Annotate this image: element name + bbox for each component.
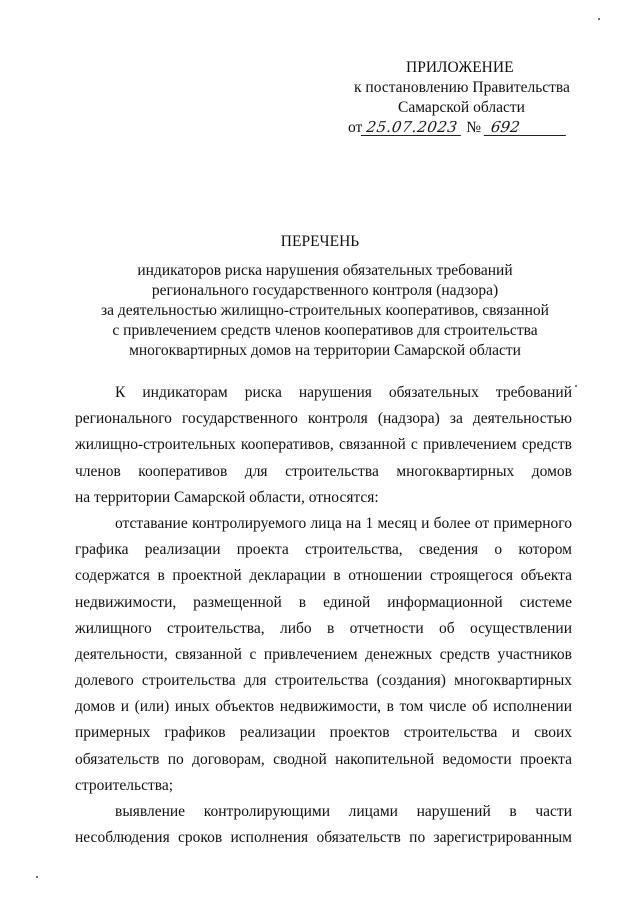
- appendix-title: ПРИЛОЖЕНИЕ: [406, 59, 514, 76]
- number-prefix: №: [466, 119, 481, 136]
- date-prefix: от: [348, 119, 363, 136]
- body-line: строительства;: [75, 776, 174, 794]
- body-line: членов кооперативов для строительства многоквартирных домов: [75, 462, 572, 480]
- scan-speck: [598, 18, 600, 20]
- subtitle-line: многоквартирных домов на территории Самарской области: [129, 342, 521, 359]
- appendix-resolution-line: к постановлению Правительства: [354, 79, 570, 96]
- handwritten-date: 25.07.2023: [361, 119, 463, 136]
- document-body: [75, 380, 572, 851]
- body-line: регионального государственного контроля (надзора) за деятельностью: [75, 410, 572, 428]
- subtitle-line: за деятельностью жилищно-строительных кооперативов, связанной: [101, 302, 549, 319]
- body-line: примерных графиков реализации проектов строительства и своих: [75, 724, 572, 742]
- document-subtitle: [60, 261, 590, 361]
- body-line: содержатся в проектной декларации в отношении строящегося объекта: [75, 567, 572, 585]
- body-line: графика реализации проекта строительства, сведения о котором: [75, 541, 572, 559]
- subtitle-line: регионального государственного контроля (надзора): [151, 282, 499, 299]
- scan-speck: [575, 385, 577, 387]
- body-line: на территории Самарской области, относятся:: [75, 488, 379, 506]
- appendix-header: [330, 58, 590, 138]
- body-line: домов и (или) иных объектов недвижимости, в том числе об исполнении: [75, 698, 572, 716]
- document-title: ПЕРЕЧЕНЬ: [280, 233, 360, 250]
- body-line: К индикаторам риска нарушения обязательных требований: [115, 384, 572, 401]
- body-line: жилищного строительства, либо в отчетности об осуществлении: [75, 619, 572, 637]
- body-line: деятельности, связанной с привлечением денежных средств участников: [75, 645, 572, 663]
- body-line: выявление контролирующими лицами нарушений в части: [115, 803, 572, 820]
- appendix-region-line: Самарской области: [398, 99, 525, 116]
- subtitle-line: индикаторов риска нарушения обязательных требований: [137, 262, 513, 279]
- handwritten-number: 692: [484, 119, 568, 136]
- appendix-date-number-line: [330, 118, 590, 138]
- body-line: недвижимости, размещенной в единой информационной системе: [75, 593, 572, 611]
- body-line: жилищно-строительных кооперативов, связанной с привлечением средств: [75, 436, 572, 454]
- body-line: отставание контролируемого лица на 1 месяц и более от примерного: [115, 514, 572, 532]
- body-line: долевого строительства для строительства (создания) многоквартирных: [75, 672, 572, 690]
- body-line: обязательств по договорам, сводной накопительной ведомости проекта: [75, 750, 572, 768]
- body-line: несоблюдения сроков исполнения обязательств по зарегистрированным: [75, 829, 572, 847]
- scan-speck: [36, 876, 38, 878]
- subtitle-line: с привлечением средств членов кооперативов для строительства: [112, 322, 538, 339]
